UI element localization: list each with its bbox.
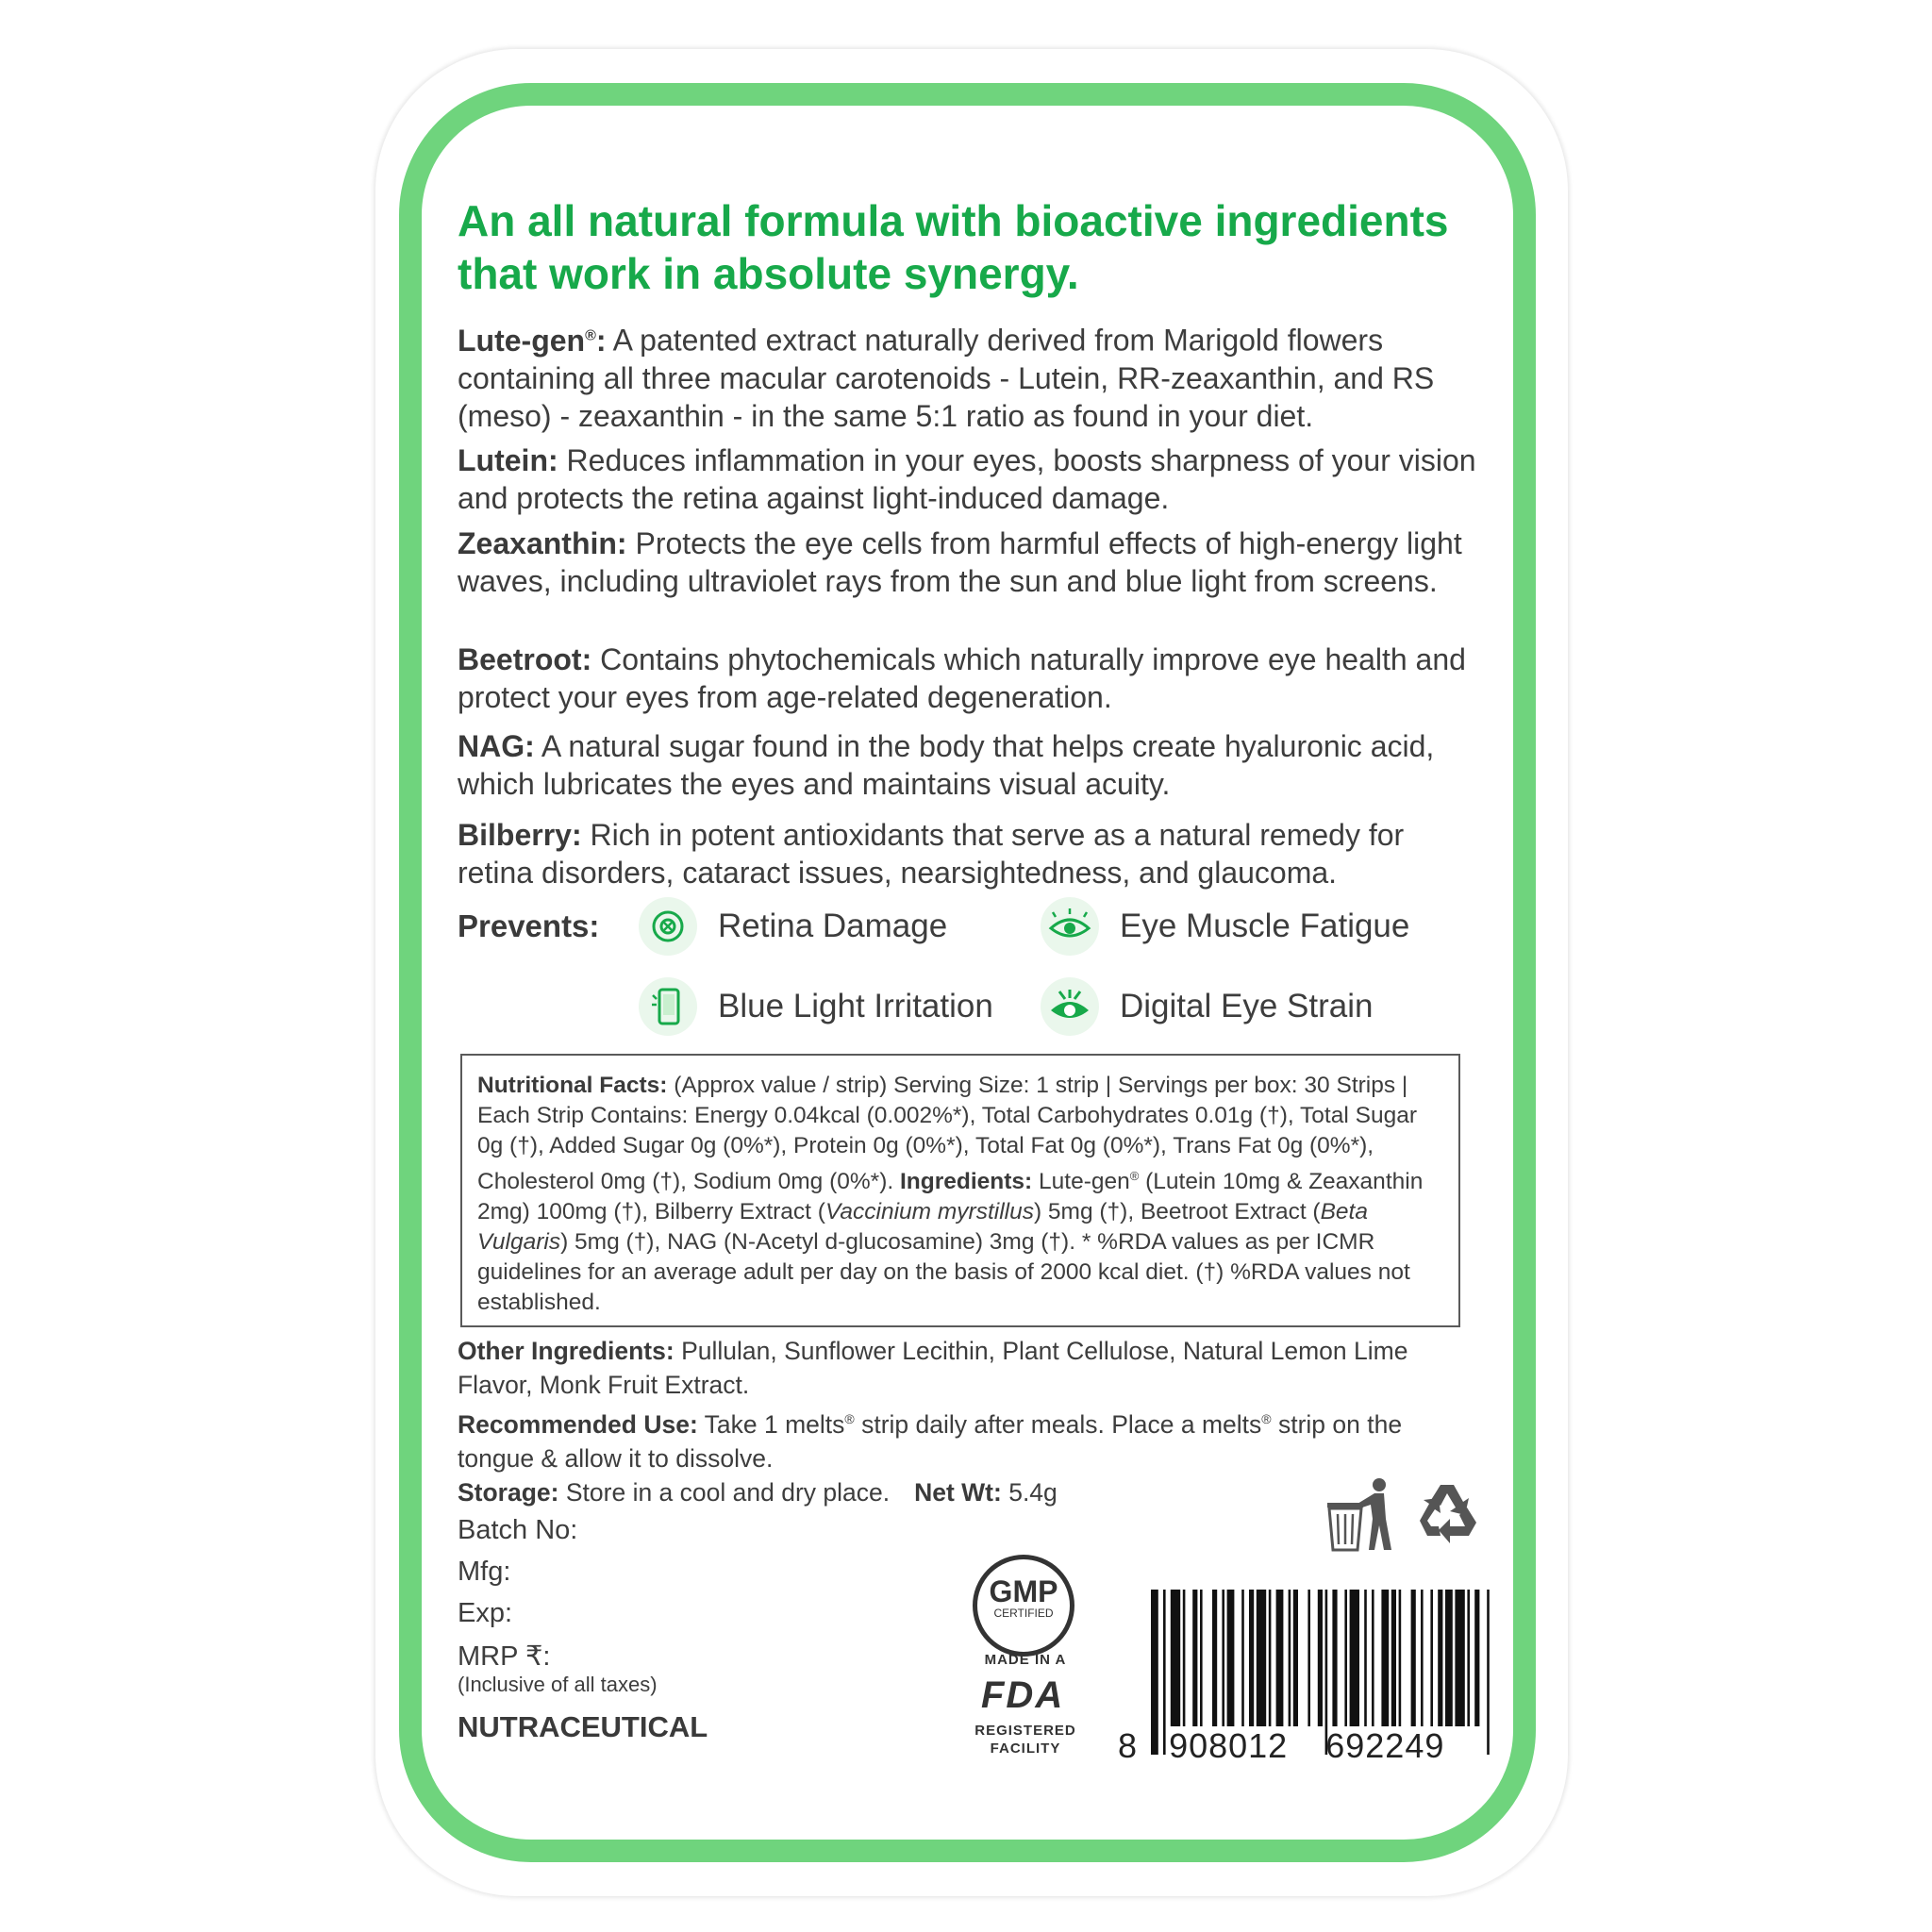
phone-icon [639,977,697,1036]
barcode-bar [1227,1590,1235,1726]
barcode-bar [1289,1590,1291,1726]
barcode-bar [1350,1590,1359,1726]
barcode-bar [1372,1590,1374,1726]
storage-text: Store in a cool and dry place. [558,1478,891,1507]
latin-name: Beta Vulgaris [477,1199,1368,1256]
barcode-bar [1276,1590,1284,1726]
fda-logo: FDA [981,1674,1065,1716]
fda-registered: REGISTERED [974,1723,1076,1739]
ingredient-bilberry [458,816,1486,891]
nutrition-title: Nutritional Facts: [477,1073,668,1098]
ingredient-lute-gen [458,317,1486,435]
barcode-bar [1222,1590,1224,1726]
eye-icon [1041,897,1099,956]
recommended-use-title: Recommended Use: [458,1409,698,1439]
prevents-title: Prevents: [458,908,600,943]
ingredient-beetroot [458,641,1486,716]
barcode-bar [1293,1590,1298,1726]
other-ingredients [458,1334,1476,1402]
gmp-text: GMP [989,1574,1058,1608]
recycle-icon [1412,1479,1482,1545]
mrp-field: MRP ₹: [458,1641,551,1672]
storage-line [458,1475,1476,1509]
ingredient-zeaxanthin [458,525,1486,600]
barcode-bar [1438,1590,1442,1726]
barcode-bar [1307,1590,1310,1726]
prevents-item-digital-eye-strain [1041,977,1373,1036]
barcode-bar [1411,1590,1416,1726]
barcode-bar [1257,1590,1266,1726]
headline: An all natural formula with bioactive ingredients that work in absolute synergy. [458,196,1449,298]
recommended-use [458,1402,1476,1475]
taxes-note: (Inclusive of all taxes) [458,1673,658,1696]
barcode-bar [1430,1590,1433,1726]
recommended-text: Take 1 melts [697,1409,845,1439]
barcode-bar [1200,1590,1203,1726]
net-weight-value: 5.4g [1001,1478,1058,1507]
barcode-group-left: 908012 [1169,1726,1289,1765]
prevents-item-eye-fatigue [1041,897,1409,956]
barcode-bar [1318,1590,1323,1726]
barcode-number [1118,1726,1495,1766]
storage-title: Storage: [458,1478,559,1507]
mfg-field: Mfg: [458,1557,511,1587]
barcode-bar [1445,1590,1453,1726]
prevents-label: Digital Eye Strain [1120,988,1374,1024]
fda-facility: FACILITY [990,1740,1061,1757]
barcode-bar [1421,1590,1424,1726]
prevents-label: Eye Muscle Fatigue [1120,908,1410,944]
other-ingredients-title: Other Ingredients: [458,1337,675,1365]
nutrition-text: ) 5mg (†), NAG (N-Acetyl d-glucosamine) 3mg (†). * %RDA values as per ICMR guidelines for an average adult per day on the basis of 2000 kcal diet. (†) %RDA values not established. [477,1229,1410,1316]
barcode-digit: 8 [1118,1726,1138,1765]
exp-field: Exp: [458,1598,513,1628]
recommended-text: strip daily after meals. Place a melts [854,1409,1262,1439]
strained-eye-icon [1041,977,1099,1036]
barcode-bar [1171,1590,1180,1726]
ingredient-text: A natural sugar found in the body that helps create hyaluronic acid, which lubricates the eyes and maintains visual acuity. [458,729,1435,801]
ingredient-lutein [458,441,1486,517]
barcode-bar [1269,1590,1272,1726]
nutrition-facts-box [460,1054,1460,1327]
trash-bin-icon [1325,1476,1396,1552]
batch-field: Batch No: [458,1515,578,1545]
gmp-subtext: CERTIFIED [993,1607,1054,1620]
barcode-group-right: 692249 [1325,1726,1445,1765]
ingredients-title: Ingredients: [899,1169,1033,1195]
prevents-label: Blue Light Irritation [718,988,993,1024]
retina-icon [639,897,697,956]
registered-mark: ® [1261,1411,1272,1426]
category-label: NUTRACEUTICAL [458,1710,708,1743]
nutrition-text: (Lutein 10mg & Zeaxanthin 2mg) 100mg (†), Bilberry Extract ( [477,1169,1424,1225]
barcode-bar [1241,1590,1244,1726]
ingredient-text: Rich in potent antioxidants that serve as a natural remedy for retina disorders, cataract issues, nearsightedness, and glaucoma. [458,818,1405,890]
prevents-item-blue-light [639,977,993,1036]
nutrition-text: Lute-gen [1032,1169,1130,1195]
barcode-bar [1183,1590,1186,1726]
latin-name: Vaccinium myrstillus [824,1199,1034,1225]
ingredient-name: Beetroot: [458,642,592,676]
ingredient-name: Lute-gen®: [458,323,607,358]
ingredient-text: A patented extract naturally derived from Marigold flowers containing all three macular carotenoids - Lutein, RR-zeaxanthin, and RS (meso) - zeaxanthin - in the same 5:1 ratio as found in your diet. [458,323,1435,433]
prevents-label: Retina Damage [718,908,948,944]
ingredient-text: Contains phytochemicals which naturally improve eye health and protect your eyes from age-related degeneration. [458,642,1466,714]
fda-made-in: MADE IN A [984,1652,1067,1668]
ingredient-name: NAG: [458,729,535,763]
registered-mark: ® [1129,1169,1140,1183]
prevents-item-retina [639,897,947,956]
ingredient-text: Reduces inflammation in your eyes, boosts sharpness of your vision and protects the retina against light-induced damage. [458,443,1476,515]
barcode-bar [1364,1590,1367,1726]
barcode-bar [1455,1590,1464,1726]
ingredient-nag [458,727,1486,803]
barcode-bar [1332,1590,1337,1726]
barcode-bar [1399,1590,1402,1726]
barcode-bar [1474,1590,1479,1726]
registered-mark: ® [844,1411,855,1426]
barcode-bar [1192,1590,1197,1726]
barcode-bar [1344,1590,1347,1726]
barcode-bar [1381,1590,1389,1726]
barcode-bar [1391,1590,1396,1726]
ingredient-text: Protects the eye cells from harmful effects of high-energy light waves, including ultraviolet rays from the sun and blue light from screens. [458,526,1462,598]
barcode-bar [1212,1590,1217,1726]
net-weight-title: Net Wt: [914,1478,1002,1507]
ingredient-name: Bilberry: [458,818,582,852]
barcode-bar [1467,1590,1470,1726]
nutrition-text: ) 5mg (†), Beetroot Extract ( [1033,1199,1321,1225]
ingredient-name: Lutein: [458,443,558,477]
other-ingredients-text: Pullulan, Sunflower Lecithin, Plant Cellulose, Natural Lemon Lime Flavor, Monk Fruit Extract. [458,1337,1408,1399]
gmp-certified-badge [973,1555,1074,1657]
ingredient-name: Zeaxanthin: [458,526,627,560]
barcode-bar [1249,1590,1254,1726]
recommended-text: strip on the tongue & allow it to dissolve. [458,1409,1403,1473]
nutrition-text: (Approx value / strip) Serving Size: 1 strip | Servings per box: 30 Strips | Each Strip Contains: Energy 0.04kcal (0.002%*), Total Carbohydrates 0.01g (†), Total Sugar 0g (†), Added Sugar 0g (0%*), Protein 0g (0%*), Total Fat 0g (0%*), Trans Fat 0g (0%*), Cholesterol 0mg (†), Sodium 0mg (0%*). [477,1073,1417,1195]
